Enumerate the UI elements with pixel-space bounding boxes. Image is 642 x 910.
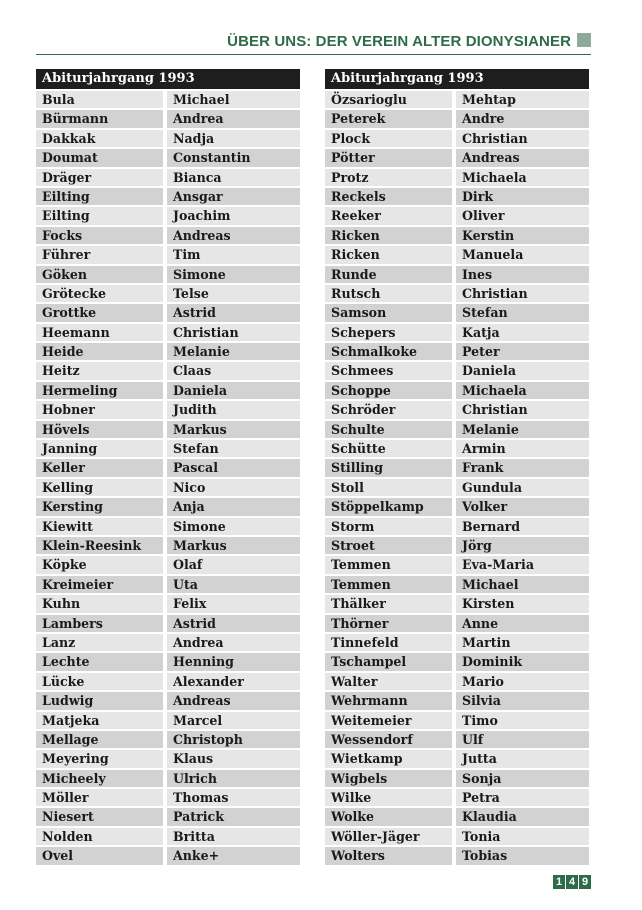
surname-cell: Schmalkoke <box>325 343 452 360</box>
right-name-table <box>325 69 589 867</box>
table-row <box>325 828 589 847</box>
first-name-cell: Andreas <box>456 149 589 166</box>
right-table-rows <box>325 91 589 867</box>
table-row <box>36 246 300 265</box>
table-row <box>36 401 300 420</box>
table-row <box>325 421 589 440</box>
surname-cell: Hermeling <box>36 382 163 399</box>
first-name-cell: Anne <box>456 615 589 632</box>
first-name-cell: Christian <box>456 401 589 418</box>
first-name-cell: Jörg <box>456 537 589 554</box>
table-row <box>36 750 300 769</box>
header-divider <box>36 54 591 55</box>
surname-cell: Kuhn <box>36 595 163 612</box>
first-name-cell: Anja <box>167 498 300 515</box>
table-row <box>36 673 300 692</box>
table-row <box>36 227 300 246</box>
surname-cell: Lücke <box>36 673 163 690</box>
first-name-cell: Felix <box>167 595 300 612</box>
surname-cell: Ricken <box>325 246 452 263</box>
left-table-rows <box>36 91 300 867</box>
first-name-cell: Dominik <box>456 653 589 670</box>
first-name-cell: Martin <box>456 634 589 651</box>
first-name-cell: Olaf <box>167 556 300 573</box>
table-row <box>325 750 589 769</box>
page-header <box>36 28 591 56</box>
first-name-cell: Simone <box>167 266 300 283</box>
first-name-cell: Henning <box>167 653 300 670</box>
first-name-cell: Thomas <box>167 789 300 806</box>
first-name-cell: Timo <box>456 712 589 729</box>
first-name-cell: Christian <box>167 324 300 341</box>
first-name-cell: Patrick <box>167 808 300 825</box>
table-row <box>325 556 589 575</box>
table-row <box>36 595 300 614</box>
surname-cell: Temmen <box>325 556 452 573</box>
surname-cell: Schoppe <box>325 382 452 399</box>
surname-cell: Hobner <box>36 401 163 418</box>
surname-cell: Mellage <box>36 731 163 748</box>
first-name-cell: Markus <box>167 537 300 554</box>
surname-cell: Micheely <box>36 770 163 787</box>
first-name-cell: Markus <box>167 421 300 438</box>
first-name-cell: Judith <box>167 401 300 418</box>
table-row <box>325 440 589 459</box>
table-row <box>36 731 300 750</box>
first-name-cell: Michaela <box>456 169 589 186</box>
table-row <box>36 285 300 304</box>
surname-cell: Thörner <box>325 615 452 632</box>
table-row <box>325 91 589 110</box>
first-name-cell: Britta <box>167 828 300 845</box>
surname-cell: Protz <box>325 169 452 186</box>
surname-cell: Schmees <box>325 362 452 379</box>
surname-cell: Tschampel <box>325 653 452 670</box>
surname-cell: Wehrmann <box>325 692 452 709</box>
surname-cell: Niesert <box>36 808 163 825</box>
first-name-cell: Eva-Maria <box>456 556 589 573</box>
first-name-cell: Jutta <box>456 750 589 767</box>
first-name-cell: Manuela <box>456 246 589 263</box>
first-name-cell: Marcel <box>167 712 300 729</box>
first-name-cell: Stefan <box>456 304 589 321</box>
first-name-cell: Tobias <box>456 847 589 864</box>
surname-cell: Wietkamp <box>325 750 452 767</box>
surname-cell: Tinnefeld <box>325 634 452 651</box>
surname-cell: Bula <box>36 91 163 108</box>
table-row <box>36 188 300 207</box>
table-row <box>36 712 300 731</box>
surname-cell: Pötter <box>325 149 452 166</box>
table-row <box>36 828 300 847</box>
table-row <box>36 382 300 401</box>
first-name-cell: Astrid <box>167 304 300 321</box>
surname-cell: Schröder <box>325 401 452 418</box>
table-row <box>325 770 589 789</box>
first-name-cell: Mehtap <box>456 91 589 108</box>
table-row <box>325 537 589 556</box>
first-name-cell: Dirk <box>456 188 589 205</box>
table-row <box>325 149 589 168</box>
first-name-cell: Andreas <box>167 692 300 709</box>
table-row <box>325 576 589 595</box>
surname-cell: Plock <box>325 130 452 147</box>
surname-cell: Wöller-Jäger <box>325 828 452 845</box>
surname-cell: Janning <box>36 440 163 457</box>
page-number <box>553 875 591 889</box>
surname-cell: Möller <box>36 789 163 806</box>
surname-cell: Kiewitt <box>36 518 163 535</box>
surname-cell: Stoll <box>325 479 452 496</box>
first-name-cell: Bianca <box>167 169 300 186</box>
left-name-table <box>36 69 300 867</box>
first-name-cell: Katja <box>456 324 589 341</box>
surname-cell: Kersting <box>36 498 163 515</box>
table-row <box>36 110 300 129</box>
surname-cell: Runde <box>325 266 452 283</box>
table-row <box>36 576 300 595</box>
table-row <box>325 207 589 226</box>
first-name-cell: Silvia <box>456 692 589 709</box>
table-row <box>36 479 300 498</box>
first-name-cell: Michael <box>456 576 589 593</box>
surname-cell: Kelling <box>36 479 163 496</box>
first-name-cell: Ulf <box>456 731 589 748</box>
first-name-cell: Melanie <box>456 421 589 438</box>
table-row <box>325 459 589 478</box>
table-row <box>325 498 589 517</box>
first-name-cell: Mario <box>456 673 589 690</box>
table-row <box>325 382 589 401</box>
table-row <box>325 130 589 149</box>
first-name-cell: Andre <box>456 110 589 127</box>
first-name-cell: Andreas <box>167 227 300 244</box>
surname-cell: Heitz <box>36 362 163 379</box>
first-name-cell: Stefan <box>167 440 300 457</box>
table-row <box>36 634 300 653</box>
surname-cell: Ludwig <box>36 692 163 709</box>
table-row <box>36 653 300 672</box>
surname-cell: Göken <box>36 266 163 283</box>
left-table-title: Abiturjahrgang 1993 <box>36 69 300 89</box>
table-row <box>36 304 300 323</box>
first-name-cell: Christian <box>456 130 589 147</box>
table-row <box>36 692 300 711</box>
table-row <box>36 149 300 168</box>
first-name-cell: Oliver <box>456 207 589 224</box>
surname-cell: Führer <box>36 246 163 263</box>
surname-cell: Nolden <box>36 828 163 845</box>
table-row <box>325 789 589 808</box>
first-name-cell: Daniela <box>456 362 589 379</box>
first-name-cell: Melanie <box>167 343 300 360</box>
surname-cell: Walter <box>325 673 452 690</box>
table-row <box>325 653 589 672</box>
first-name-cell: Bernard <box>456 518 589 535</box>
first-name-cell: Andrea <box>167 634 300 651</box>
table-row <box>325 227 589 246</box>
first-name-cell: Anke+ <box>167 847 300 864</box>
section-marker-square-icon <box>577 33 591 47</box>
table-row <box>36 266 300 285</box>
first-name-cell: Kerstin <box>456 227 589 244</box>
first-name-cell: Claas <box>167 362 300 379</box>
first-name-cell: Klaus <box>167 750 300 767</box>
first-name-cell: Kirsten <box>456 595 589 612</box>
table-row <box>325 324 589 343</box>
table-row <box>325 343 589 362</box>
surname-cell: Samson <box>325 304 452 321</box>
first-name-cell: Simone <box>167 518 300 535</box>
first-name-cell: Astrid <box>167 615 300 632</box>
table-row <box>36 169 300 188</box>
first-name-cell: Michaela <box>456 382 589 399</box>
first-name-cell: Nadja <box>167 130 300 147</box>
first-name-cell: Ines <box>456 266 589 283</box>
first-name-cell: Peter <box>456 343 589 360</box>
table-row <box>325 188 589 207</box>
surname-cell: Peterek <box>325 110 452 127</box>
surname-cell: Focks <box>36 227 163 244</box>
surname-cell: Lechte <box>36 653 163 670</box>
first-name-cell: Volker <box>456 498 589 515</box>
surname-cell: Schepers <box>325 324 452 341</box>
surname-cell: Klein-Reesink <box>36 537 163 554</box>
table-row <box>36 459 300 478</box>
table-row <box>36 770 300 789</box>
surname-cell: Heide <box>36 343 163 360</box>
table-row <box>36 130 300 149</box>
first-name-cell: Sonja <box>456 770 589 787</box>
surname-cell: Storm <box>325 518 452 535</box>
table-row <box>325 808 589 827</box>
table-row <box>36 362 300 381</box>
table-row <box>325 634 589 653</box>
first-name-cell: Tonia <box>456 828 589 845</box>
surname-cell: Keller <box>36 459 163 476</box>
first-name-cell: Petra <box>456 789 589 806</box>
surname-cell: Wessendorf <box>325 731 452 748</box>
surname-cell: Lanz <box>36 634 163 651</box>
surname-cell: Stroet <box>325 537 452 554</box>
first-name-cell: Pascal <box>167 459 300 476</box>
surname-cell: Temmen <box>325 576 452 593</box>
surname-cell: Hövels <box>36 421 163 438</box>
first-name-cell: Telse <box>167 285 300 302</box>
surname-cell: Weitemeier <box>325 712 452 729</box>
first-name-cell: Christian <box>456 285 589 302</box>
first-name-cell: Armin <box>456 440 589 457</box>
table-row <box>36 789 300 808</box>
surname-cell: Stöppelkamp <box>325 498 452 515</box>
first-name-cell: Andrea <box>167 110 300 127</box>
table-row <box>325 285 589 304</box>
surname-cell: Thälker <box>325 595 452 612</box>
table-row <box>36 343 300 362</box>
first-name-cell: Constantin <box>167 149 300 166</box>
right-table-title: Abiturjahrgang 1993 <box>325 69 589 89</box>
surname-cell: Reckels <box>325 188 452 205</box>
table-row <box>325 246 589 265</box>
surname-cell: Ricken <box>325 227 452 244</box>
surname-cell: Schütte <box>325 440 452 457</box>
surname-cell: Dräger <box>36 169 163 186</box>
table-row <box>36 808 300 827</box>
surname-cell: Doumat <box>36 149 163 166</box>
table-row <box>325 712 589 731</box>
page-number-digit: 1 <box>553 875 565 889</box>
table-row <box>36 440 300 459</box>
table-row <box>36 498 300 517</box>
table-row <box>36 91 300 110</box>
table-row <box>325 518 589 537</box>
surname-cell: Wolke <box>325 808 452 825</box>
table-row <box>36 847 300 866</box>
first-name-cell: Michael <box>167 91 300 108</box>
table-row <box>325 595 589 614</box>
first-name-cell: Gundula <box>456 479 589 496</box>
table-row <box>36 324 300 343</box>
table-row <box>325 692 589 711</box>
surname-cell: Wigbels <box>325 770 452 787</box>
table-row <box>36 207 300 226</box>
surname-cell: Köpke <box>36 556 163 573</box>
table-row <box>325 266 589 285</box>
surname-cell: Grötecke <box>36 285 163 302</box>
first-name-cell: Joachim <box>167 207 300 224</box>
table-row <box>36 518 300 537</box>
surname-cell: Lambers <box>36 615 163 632</box>
surname-cell: Eilting <box>36 207 163 224</box>
table-row <box>36 615 300 634</box>
table-row <box>325 304 589 323</box>
first-name-cell: Daniela <box>167 382 300 399</box>
first-name-cell: Uta <box>167 576 300 593</box>
first-name-cell: Nico <box>167 479 300 496</box>
table-row <box>325 731 589 750</box>
surname-cell: Schulte <box>325 421 452 438</box>
surname-cell: Grottke <box>36 304 163 321</box>
first-name-cell: Ansgar <box>167 188 300 205</box>
table-row <box>36 537 300 556</box>
first-name-cell: Ulrich <box>167 770 300 787</box>
table-row <box>325 169 589 188</box>
table-row <box>325 847 589 866</box>
surname-cell: Dakkak <box>36 130 163 147</box>
section-title: ÜBER UNS: DER VEREIN ALTER DIONYSIANER <box>227 33 571 50</box>
surname-cell: Reeker <box>325 207 452 224</box>
surname-cell: Eilting <box>36 188 163 205</box>
surname-cell: Meyering <box>36 750 163 767</box>
surname-cell: Wolters <box>325 847 452 864</box>
table-row <box>325 110 589 129</box>
first-name-cell: Christoph <box>167 731 300 748</box>
table-row <box>325 479 589 498</box>
table-row <box>36 556 300 575</box>
first-name-cell: Frank <box>456 459 589 476</box>
surname-cell: Özsarioglu <box>325 91 452 108</box>
table-row <box>325 615 589 634</box>
first-name-cell: Klaudia <box>456 808 589 825</box>
table-row <box>36 421 300 440</box>
surname-cell: Stilling <box>325 459 452 476</box>
surname-cell: Matjeka <box>36 712 163 729</box>
page-number-digit: 9 <box>579 875 591 889</box>
table-row <box>325 362 589 381</box>
table-row <box>325 673 589 692</box>
surname-cell: Heemann <box>36 324 163 341</box>
surname-cell: Rutsch <box>325 285 452 302</box>
surname-cell: Wilke <box>325 789 452 806</box>
table-row <box>325 401 589 420</box>
page-number-digit: 4 <box>566 875 578 889</box>
surname-cell: Kreimeier <box>36 576 163 593</box>
surname-cell: Ovel <box>36 847 163 864</box>
first-name-cell: Alexander <box>167 673 300 690</box>
surname-cell: Bürmann <box>36 110 163 127</box>
first-name-cell: Tim <box>167 246 300 263</box>
